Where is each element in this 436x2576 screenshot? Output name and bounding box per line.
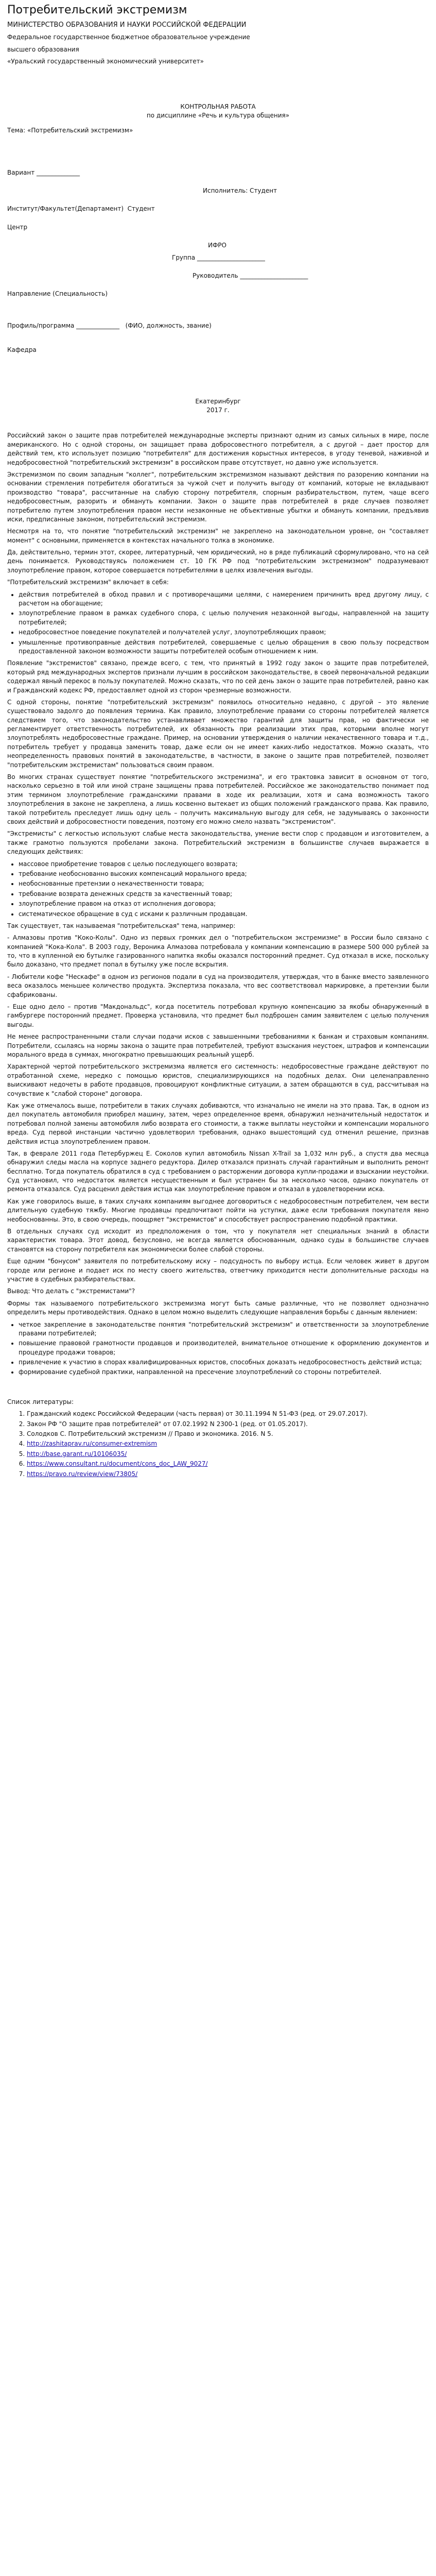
paragraph: "Экстремисты" с легкостью используют слабые места законодательства, умение вести спор с продавцом и изготовителем, а также грамотно пользуются пробелами закона. Потребительский экстремизм в большинстве случаев выражается в следующих действиях: bbox=[7, 830, 429, 856]
list-item: • систематическое обращение в суд с исками к различным продавцам. bbox=[19, 910, 429, 919]
cover-fields bbox=[7, 168, 429, 355]
reference-item: 3. Солодков С. Потребительский экстремизм // Право и экономика. 2016. N 5. bbox=[27, 1430, 429, 1438]
paragraph: - Алмазовы против "Коко-Колы". Одно из первых громких дел о "потребительском экстремизме" в России было связано с компанией "Кока-Кола". В 2003 году, Вероника Алмазова потребовала у компании компенсацию в размере 500 000 рублей за то, что в купленной ею бутылке газированного напитка якобы оказался посторонний предмет. Суд отказал в иске, поскольку было доказано, что предмет попал в бутылку уже после вскрытия. bbox=[7, 934, 429, 969]
list-intro: "Потребительский экстремизм" включает в себя: bbox=[7, 579, 169, 586]
group-line: Группа ______________________ bbox=[172, 253, 265, 261]
reference-link[interactable]: http://base.garant.ru/10106035/ bbox=[27, 1450, 127, 1458]
reference-item[interactable] bbox=[27, 1460, 429, 1468]
actions-list bbox=[7, 860, 429, 919]
department-line: Кафедра bbox=[7, 346, 37, 354]
list-item: • недобросовестное поведение покупателей и получателей услуг, злоупотребляющих правом; bbox=[19, 628, 429, 637]
ministry-heading: МИНИСТЕРСТВО ОБРАЗОВАНИЯ И НАУКИ РОССИЙСКОЙ ФЕДЕРАЦИИ bbox=[7, 21, 247, 29]
list-item: • злоупотребление правом на отказ от исполнения договора; bbox=[19, 900, 429, 908]
city-line: Екатеринбург bbox=[195, 397, 241, 405]
paragraph: С одной стороны, понятие "потребительский экстремизм" появилось относительно недавно, с другой – это явление существовало задолго до появления термина. Как правило, злоупотребление правами со стороны потребителей является следствием того, что законодательство устанавливает множество гарантий для защиты прав, но фактически не регламентирует ответственность потребителей, их обязанность при реализации этих прав, которыми вполне могут злоупотреблять недобросовестные граждане. Пример, на основании утверждения о наличии некачественного товара и т.д., потребитель требует у продавца заменить товар, даже если он не имеет каких-либо недостатков. Можно сказать, что неопределенность правовых понятий в законодательстве, в частности, в законе о защите прав потребителей, позволяет "потребительским экстремистам" пользоваться своим правом. bbox=[7, 698, 429, 769]
paragraph: Российский закон о защите прав потребителей международные эксперты признают одним из самых сильных в мире, после американского. Но с одной стороны, он защищает права добросовестного потребителя, а с другой – дает простор для действий тем, кто использует позицию "потребителя" для достижения корыстных интересов, в угоду теневой, наживной и недобросовестной "потребительский экстремизм" в российском праве отсутствует, но давно уже используется. bbox=[7, 432, 429, 466]
year-line: 2017 г. bbox=[206, 406, 230, 414]
paragraph: Как уже говорилось выше, в таких случаях компаниям выгоднее договориться с недобросовестным потребителем, чем вести длительную судебную тяжбу. Многие продавцы предпочитают пойти на уступки, даже если требования покупателя явно необоснованны. Это, в свою очередь, поощряет "экстремистов" и способствует распространению подобной практики. bbox=[7, 1197, 429, 1223]
list-item: • действия потребителей в обход правил и с противоречащими целями, с намерением причинить вред другому лицу, с расчетом на обогащение; bbox=[19, 590, 429, 608]
executor-line: Исполнитель: Студент bbox=[203, 187, 277, 195]
paragraph: Да, действительно, термин этот, скорее, литературный, чем юридический, но в ряде публикаций сформулировано, что на сей день понимается. Руководствуясь положением ст. 10 ГК РФ под "потребительским экстремизмом" подразумевают злоупотребление правом, которое совершается потребителями в целях извлечения выгоды. bbox=[7, 549, 429, 574]
paragraph: Появление "экстремистов" связано, прежде всего, с тем, что принятый в 1992 году закон о защите прав потребителей, который ряд международных экспертов признали лучшим в российском законодательстве, в своей первоначальной редакции содержал явный перекос в пользу покупателей. Можно сказать, что по сей день закон о защите прав потребителей, равно как и Гражданский кодекс РФ, предоставляет одной из сторон чрезмерные возможности. bbox=[7, 659, 429, 694]
references-list bbox=[7, 1410, 429, 1479]
measures-list bbox=[7, 1320, 429, 1377]
list-item: • злоупотребление правом в рамках судебного спора, с целью получения незаконной выгоды, направленной на защиту потребителей; bbox=[19, 609, 429, 627]
paragraph: - Любители кофе "Нескафе" в одном из регионов подали в суд на производителя, утверждая, что в банке вместо заявленного веса оказалось меньшее количество продукта. Экспертиза показала, что вес соответствовал маркировке, а претензии были сфабрикованы. bbox=[7, 973, 429, 998]
references-heading: Список литературы: bbox=[7, 1398, 74, 1405]
list-item: • массовое приобретение товаров с целью последующего возврата; bbox=[19, 860, 429, 869]
reference-link[interactable]: https://www.consultant.ru/document/cons_doc_LAW_9027/ bbox=[27, 1460, 208, 1468]
reference-item[interactable] bbox=[27, 1470, 429, 1479]
reference-link[interactable]: https://pravo.ru/review/view/73805/ bbox=[27, 1470, 138, 1478]
list-item: • умышленные противоправные действия потребителей, совершаемые с целью обращения в свою пользу посредством предоставленной законом возможности защиты потребителей особым отношением к ним. bbox=[19, 638, 429, 656]
list-item: • привлечение к участию в спорах квалифицированных юристов, способных доказать недобросовестность действий истца; bbox=[19, 1358, 429, 1367]
list-item: • повышение правовой грамотности продавцов и производителей, внимательное отношение к оформлению документов и процедуре продажи товаров; bbox=[19, 1339, 429, 1357]
work-type-label: КОНТРОЛЬНАЯ РАБОТА bbox=[180, 103, 256, 110]
paragraph: Еще одним "бонусом" заявителя по потребительскому иску – подсудность по выбору истца. Если человек живет в другом городе или регионе и подает иск по месту своего жительства, ответчику приходится нести дополнительные расходы на участие в судебных разбирательствах. bbox=[7, 1258, 429, 1283]
org-line-2: высшего образования bbox=[7, 45, 79, 53]
paragraph: - Еще одно дело – против "Макдональдс", когда посетитель потребовал крупную компенсацию за якобы обнаруженный в гамбургере посторонний предмет. Проверка установила, что предмет был подброшен самим заявителем с целью получения выгоды. bbox=[7, 1003, 429, 1028]
paragraph: Экстремизмом по своим западным "коллег", потребительским экстремизмом называют действия по разорению компании на основании стремления потребителя обогатиться за чужой счет и получить выгоду от компаний, которые не вкладывают производство "товара", рассчитанные на слабую сторону потребителя, спорным разбирательством, путем, чаще всего недобросовестным, разорить и обмануть компании. Закон о защите прав потребителей в ряде случаев позволяет потребителю путем злоупотребления правом нести незаконные не объективные убытки и обмануть компании, предъявив иски, предписанные законом, потребительский экстремизм. bbox=[7, 470, 429, 523]
list-item: • требование необоснованно высоких компенсаций морального вреда; bbox=[19, 870, 429, 878]
reference-item: 1. Гражданский кодекс Российской Федерации (часть первая) от 30.11.1994 N 51-ФЗ (ред. от 29.07.2017). bbox=[27, 1410, 429, 1418]
list-item: • необоснованные претензии о некачественности товара; bbox=[19, 879, 429, 888]
paragraph: Так, в феврале 2011 года Петербуржец Е. Соколов купил автомобиль Nissan X-Trail за 1,032 млн руб., а спустя два месяца обнаружил следы масла на корпусе заднего редуктора. Дилер отказался признать случай гарантийным и выполнить ремонт бесплатно. Тогда покупатель обратился в суд с требованием о расторжении договора купли-продажи и взыскании неустойки. Суд установил, что недостаток является несущественным и был устранен бы за несколько часов, однако покупатель от ремонта отказался. Суд расценил действия истца как злоупотребление правом и отказал в удовлетворении иска. bbox=[7, 1149, 429, 1193]
institute-line: Институт/Факультет(Департамент) Студент bbox=[7, 205, 155, 213]
topic-line: Тема: «Потребительский экстремизм» bbox=[7, 127, 133, 134]
main-text bbox=[7, 431, 429, 1377]
paragraph: Не менее распространенными стали случаи подачи исков с завышенными требованиями к банкам и страховым компаниям. Потребители, ссылаясь на нормы закона о защите прав потребителей, требуют взыскания неустоек, штрафов и компенсации морального вреда в суммах, многократно превышающих реальный ущерб. bbox=[7, 1033, 429, 1058]
center-line: Центр bbox=[7, 223, 28, 231]
paragraph: Так существует, так называемая "потребительская" тема, например: bbox=[7, 922, 236, 929]
definition-list bbox=[7, 590, 429, 656]
variant-line: Вариант ______________ bbox=[7, 168, 80, 176]
reference-item: 2. Закон РФ "О защите прав потребителей" от 07.02.1992 N 2300-1 (ред. от 01.05.2017). bbox=[27, 1420, 429, 1429]
ifro-line: ИФРО bbox=[208, 242, 226, 249]
list-item: • формирование судебной практики, направленной на пресечение злоупотреблений со стороны потребителей. bbox=[19, 1368, 429, 1377]
supervisor-line: Руководитель ______________________ bbox=[193, 272, 308, 280]
direction-line: Направление (Специальность) bbox=[7, 290, 108, 298]
list-item: • требование возврата денежных средств за качественный товар; bbox=[19, 890, 429, 899]
list-item: • четкое закрепление в законодательстве понятия "потребительский экстремизм" и ответственности за злоупотребление правами потребителей; bbox=[19, 1320, 429, 1338]
paragraph: Вывод: Что делать с "экстремистами"? bbox=[7, 1287, 135, 1295]
org-line-1: Федеральное государственное бюджетное образовательное учреждение bbox=[7, 33, 250, 41]
paragraph: Формы так называемого потребительского экстремизма могут быть самые различные, что не позволяет однозначно определить меры противодействия. Однако в целом можно выделить следующие направления борьбы с данным явлением: bbox=[7, 1299, 429, 1316]
reference-link[interactable]: http://zashitaprav.ru/consumer-extremism bbox=[27, 1440, 158, 1448]
reference-item[interactable] bbox=[27, 1450, 429, 1459]
paragraph: Во многих странах существует понятие "потребительского экстремизма", и его трактовка зависит в основном от того, насколько серьезно в той или иной стране защищены права потребителей. Российское же законодательство понимает под этим термином злоупотребление гражданскими правами в ходе их реализации, хотя и сама возможность такого злоупотребления в законе не закреплена, а лишь косвенно вытекает из общих положений гражданского права. Как правило, такой потребитель преследует лишь одну цель – получить максимальную выгоду для себя, не задумываясь о законности своих действий и добросовестности поведения, поэтому его можно смело назвать "экстремистом". bbox=[7, 773, 429, 825]
paragraph: Характерной чертой потребительского экстремизма является его системность: недобросовестные граждане действуют по отработанной схеме, нередко с помощью юристов, специализирующихся на подобных делах. Они целенаправленно выискивают недочеты в работе продавцов, провоцируют конфликтные ситуации, а затем обращаются в суд, рассчитывая на сочувствие к "слабой стороне" договора. bbox=[7, 1063, 429, 1097]
paragraph: Несмотря на то, что понятие "потребительский экстремизм" не закреплено на законодательном уровне, он "составляет момент" с основными, применяется в контекстах начального толка в экономике. bbox=[7, 528, 429, 544]
paragraph: Как уже отмечалось выше, потребители в таких случаях добиваются, что изначально не имели на это права. Так, в одном из дел покупатель автомобиля приобрел машину, затем, через определенное время, обнаружил незначительный недостаток и потребовал полной замены автомобиля либо возврата его стоимости, а также выплаты неустойки и компенсации морального вреда. Суд первой инстанции частично удовлетворил требования, однако вышестоящий суд отменил решение, признав действия истца злоупотреблением правом. bbox=[7, 1101, 429, 1145]
profile-line: Профиль/программа ______________ (ФИО, должность, звание) bbox=[7, 321, 212, 329]
document-title: Потребительский экстремизм bbox=[7, 4, 187, 16]
paragraph: В отдельных случаях суд исходит из предположения о том, что у покупателя нет специальных знаний в области характеристик товара. Этот довод, безусловно, не всегда является обоснованным, однако суды в большинстве случаев становятся на сторону потребителя как экономически более слабой стороны. bbox=[7, 1228, 429, 1253]
reference-item[interactable] bbox=[27, 1439, 429, 1448]
discipline-label: по дисциплине «Речь и культура общения» bbox=[146, 111, 290, 119]
org-line-3: «Уральский государственный экономический университет» bbox=[7, 58, 204, 65]
